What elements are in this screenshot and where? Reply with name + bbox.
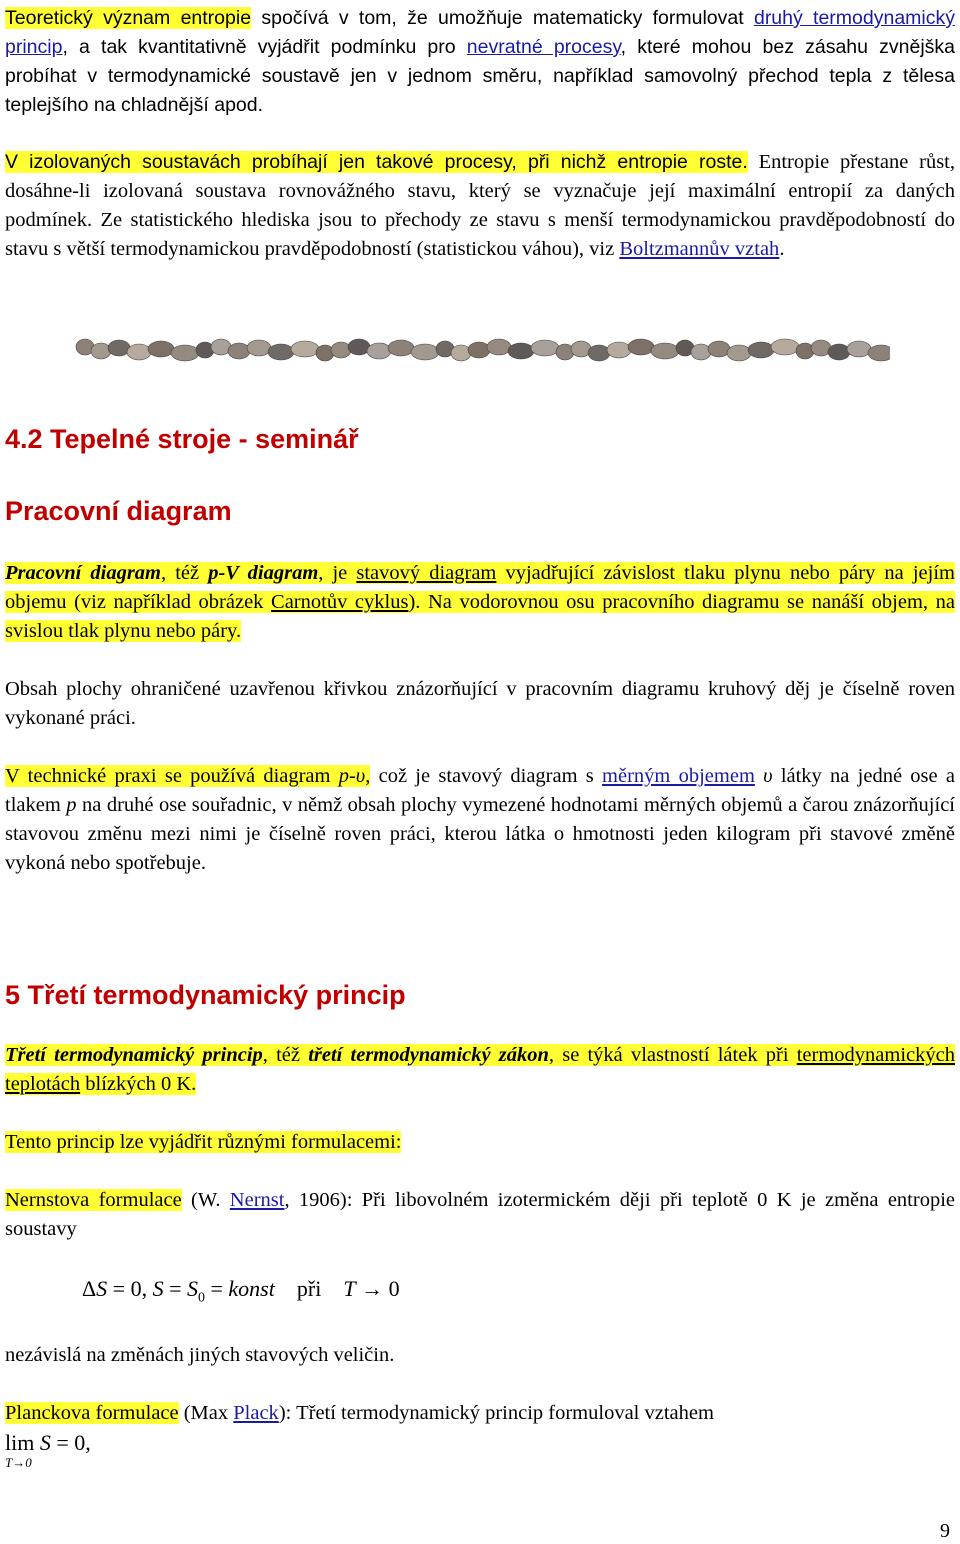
link-nernst[interactable]: Nernst xyxy=(229,1189,285,1211)
highlight-text: Teoretický význam entropie xyxy=(5,7,252,29)
paragraph-isolated-systems xyxy=(5,148,955,264)
link-irreversible-processes[interactable]: nevratné procesy xyxy=(466,36,621,58)
text: ). Na vodorovnou osu pracovního diagramu se nanáší objem, na svislou tlak plynu nebo páry. xyxy=(5,591,955,642)
link-thermodynamic-temperatures[interactable]: termodynamických teplotách xyxy=(5,1044,955,1095)
link-boltzmann[interactable]: Boltzmannův vztah xyxy=(619,238,780,260)
section-heading-4-2: 4.2 Tepelné stroje - seminář xyxy=(5,424,359,454)
stone xyxy=(367,343,391,359)
highlight-text: Nernstova formulace xyxy=(5,1189,182,1211)
highlight-text: V izolovaných soustavách probíhají jen takové procesy, při nichž entropie roste. xyxy=(5,151,748,173)
paragraph-entropy-meaning xyxy=(5,4,955,120)
text: (Max xyxy=(178,1402,234,1424)
term-pv-diagram: p-V diagram xyxy=(208,562,319,584)
stone-divider xyxy=(70,325,890,375)
link-planck[interactable]: Plack xyxy=(233,1402,279,1424)
paragraph-third-law xyxy=(5,1041,955,1099)
highlight-text: Třetí termodynamický princip, též třetí termodynamický zákon, se týká vlastností látek při termodynamických teplotách blízkých 0 K. xyxy=(5,1044,955,1095)
term-work-diagram: Pracovní diagram xyxy=(5,562,161,584)
text: což je stavový diagram s xyxy=(370,765,603,787)
stone xyxy=(691,344,711,360)
text: , je xyxy=(318,562,357,584)
stone xyxy=(108,340,130,356)
stone xyxy=(247,340,271,356)
stone xyxy=(171,345,199,361)
text: látky na jedné ose a tlakem xyxy=(5,765,955,816)
page-number: 9 xyxy=(940,1520,950,1542)
stone xyxy=(91,343,111,359)
section-heading-5: 5 Třetí termodynamický princip xyxy=(5,980,406,1010)
text: (W. xyxy=(181,1189,230,1211)
link-second-law[interactable]: druhý termodynamický princip xyxy=(5,7,956,58)
stone xyxy=(291,341,319,357)
text: . xyxy=(779,238,785,260)
text: , 1906): Při libovolném izotermickém ději při teplotě 0 K je změna entropie soustavy xyxy=(5,1189,955,1240)
stone xyxy=(828,344,850,360)
link-carnot-cycle[interactable]: Carnotův cyklus xyxy=(271,591,409,613)
stone xyxy=(868,345,890,361)
stone xyxy=(411,344,439,360)
highlight-text: Planckova formulace xyxy=(5,1402,179,1424)
paragraph-independent: nezávislá na změnách jiných stavových veličin. xyxy=(5,1344,395,1366)
planck-formula-subscript: T→0 xyxy=(5,1455,32,1470)
stone xyxy=(748,342,774,358)
symbol-upsilon: υ xyxy=(754,765,773,787)
paragraph-area-work: Obsah plochy ohraničené uzavřenou křivkou znázorňující v pracovním diagramu kruhový děj je číselně roven vykonané práci. xyxy=(5,678,955,729)
stone xyxy=(388,340,414,356)
symbol-p: p xyxy=(66,794,77,816)
nernst-formula: ΔS = 0, $S = S_0$ = konst při T → 0 xyxy=(82,1276,400,1306)
paragraph-planck xyxy=(5,1399,955,1428)
stone xyxy=(588,345,610,361)
stone xyxy=(148,341,174,357)
stone xyxy=(771,339,799,355)
stone xyxy=(127,344,151,360)
subsection-heading-work-diagram: Pracovní diagram xyxy=(5,496,232,526)
highlight-text: V technické praxi se používá diagram p-υ, xyxy=(5,765,371,787)
text: spočívá v tom, že umožňuje matematicky formulovat xyxy=(251,7,754,29)
stone xyxy=(268,344,294,360)
stone xyxy=(628,339,654,355)
text: na druhé ose souřadnic, v němž obsah plochy vymezené hodnotami měrných objemů a čarou znázorňující stavovou změnu mezi nimi je číselně roven práci, kterou látka o hmotnosti jeden kilogram při stavové změně vykoná nebo spotřebuje. xyxy=(5,794,955,874)
stone xyxy=(451,345,471,361)
text: ): Třetí termodynamický princip formuloval vztahem xyxy=(278,1402,714,1424)
stone xyxy=(228,343,250,359)
paragraph-nernst xyxy=(5,1186,955,1244)
stone xyxy=(607,342,631,358)
highlight-text: Tento princip lze vyjádřit různými formulacemi: xyxy=(5,1131,402,1153)
text: , a tak kvantitativně vyjádřit podmínku pro xyxy=(62,36,467,58)
stone xyxy=(531,340,559,356)
stone xyxy=(348,339,370,355)
stone xyxy=(727,345,751,361)
planck-formula: lim S = 0, xyxy=(5,1430,91,1455)
text: , které mohou bez zásahu zvnějška probíhat v termodynamické soustavě jen v jednom směru, například samovolný přechod tepla z tělesa teplejšího na chladnější apod. xyxy=(5,36,955,116)
stone xyxy=(708,341,730,357)
paragraph-technical-practice xyxy=(5,762,955,878)
stone xyxy=(468,342,490,358)
stone xyxy=(331,342,351,358)
paragraph-work-diagram xyxy=(5,559,955,646)
text: vyjadřující závislost tlaku plynu nebo páry na jejím objemu (viz například obrázek xyxy=(5,562,955,613)
stone xyxy=(651,343,679,359)
text: Entropie přestane růst, dosáhne-li izolovaná soustava rovnovážného stavu, který se vyznačuje její maximální entropií za daných podmínek. Ze statistického hlediska jsou to přechody ze stavu s menší termodynamickou pravděpodobností do stavu s větší termodynamickou pravděpodobností (statistickou váhou), viz xyxy=(5,151,955,260)
stone xyxy=(487,339,511,355)
stone xyxy=(508,343,534,359)
stone xyxy=(847,341,871,357)
link-specific-volume[interactable]: měrným objemem xyxy=(602,765,755,787)
link-state-diagram[interactable]: stavový diagram xyxy=(356,562,497,584)
paragraph-formulations xyxy=(5,1128,955,1157)
text: , též xyxy=(161,562,209,584)
